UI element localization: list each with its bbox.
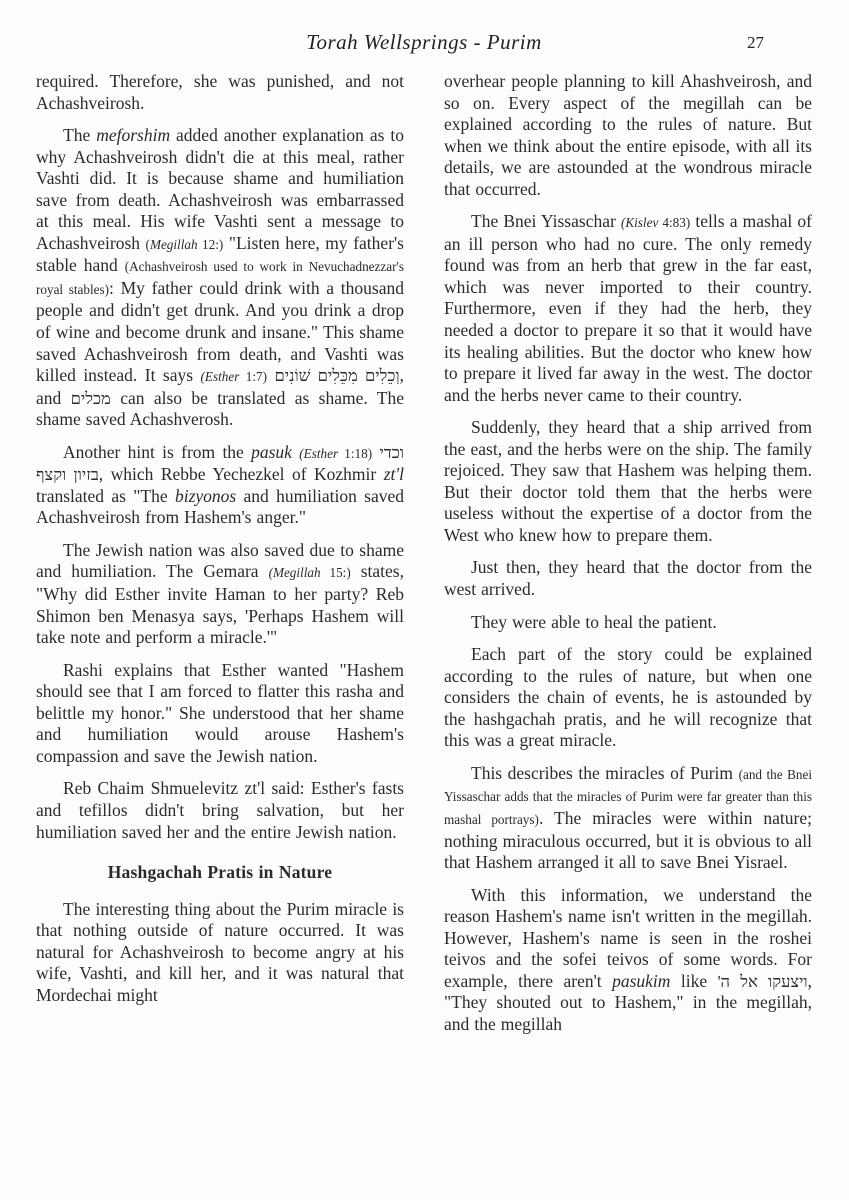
text-run: 12:) (197, 236, 224, 252)
text-run: The Bnei Yissaschar (471, 211, 621, 232)
text-run: They were able to heal the patient. (471, 611, 717, 632)
text-run: Suddenly, they heard that a ship arrived from the east, and the herbs were on the ship. The family rejoiced. They saw that Hashem was helping them. But their doctor told them that the herbs were useless without the expertise of a doctor from the West who knew how to prepare them. (444, 417, 812, 545)
text-run: tells a mashal of an ill person who had no cure. The only remedy found was from an herb that grew in the far east, which was never imported to their country. Furthermore, even if they had the herb, they needed a doctor to prepare it so that it would have its healing abilities. But the doctor who knew how to prepare it lived far away in the west. The doctor and the herbs never came to their country. (444, 211, 812, 405)
text-run: Hashgachah Pratis in Nature (107, 862, 333, 883)
text-run: like (670, 970, 718, 991)
text-run: , "They shouted out to Hashem," in the megillah, and the megillah (444, 970, 812, 1034)
text-run: Rashi explains that Esther wanted "Hashem should see that I am forced to flatter this rasha and belittle my honor." She understood that her shame and humiliation would arouse Hashem's compassion and save the Jewish nation. (36, 659, 404, 766)
text-run: . The miracles were within nature; nothing miraculous occurred, but it is obvious to all that Hashem arranged it all to save Bnei Yisrael. (444, 807, 812, 873)
text-run: Megillah (149, 236, 198, 252)
paragraph (444, 211, 812, 406)
text-run: bizyonos (174, 485, 237, 506)
paragraph (444, 557, 812, 600)
text-run: With this information, we understand the reason Hashem's name isn't written in the megillah. However, Hashem's name is seen in the roshei teivos and the sofei teivos of some words. For example, there aren't (444, 884, 812, 991)
text-run: (Megillah (268, 565, 321, 581)
text-run: can also be translated as shame. The shame saved Achashverosh. (36, 387, 404, 430)
text-run: This describes the miracles of Purim (471, 762, 739, 783)
text-run: "Listen here, my father's stable hand (36, 232, 404, 276)
text-run: (Kislev (620, 215, 659, 231)
text-run: Each part of the story could be explained according to the rules of nature, but when one considers the chain of events, he is astounded by the hashgachah pratis, and he will recognize that this was a great miracle. (444, 644, 812, 751)
left-column (36, 71, 404, 1172)
text-run: states, "Why did Esther invite Haman to her party? Reb Shimon ben Menasya says, 'Perhaps Hashem will take note and perform a miracle.'" (36, 561, 404, 648)
paragraph (444, 885, 812, 1036)
text-run: 1:7) (239, 369, 267, 385)
text-run: : My father could drink with a thousand people and didn't get drunk. And you drink a drop of wine and become drunk and insane." This shame saved Achashveirosh from death, and Vashti was killed instead. It says (36, 277, 404, 386)
section-heading (36, 862, 404, 884)
text-run: meforshim (96, 125, 171, 146)
paragraph (36, 125, 404, 431)
text-run: The (63, 125, 97, 146)
text-run: Just then, they heard that the doctor from the west arrived. (444, 557, 812, 600)
text-run: 1:18) (338, 445, 373, 461)
paragraph (36, 660, 404, 768)
text-run: 15:) (320, 565, 351, 581)
text-run: ( (145, 236, 150, 252)
paragraph (36, 899, 404, 1007)
text-run: (Esther (299, 445, 339, 461)
paragraph (36, 442, 404, 529)
text-run: translated as "The (36, 485, 175, 506)
text-run: Reb Chaim Shmuelevitz zt'l said: Esther's fasts and tefillos didn't bring salvation, but her humiliation saved her and the entire Jewish nation. (36, 778, 404, 842)
text-run: The interesting thing about the Purim miracle is that nothing outside of nature occurred. It was natural for Achashveirosh to become angry at his wife, Vashti, and kill her, and it was natural that Mordechai might (36, 898, 404, 1005)
paragraph (36, 540, 404, 649)
paragraph (36, 71, 404, 114)
paragraph (444, 644, 812, 752)
paragraph (444, 612, 812, 634)
text-run: zt'l (383, 464, 404, 485)
right-column (444, 71, 812, 1172)
text-run: , which Rebbe Yechezkel of Kozhmir (98, 464, 384, 485)
paragraph (444, 763, 812, 874)
page-number: 27 (747, 33, 764, 52)
text-run: required. Therefore, she was punished, and not Achashveirosh. (36, 71, 404, 113)
text-run: pasuk (251, 441, 292, 462)
text-run: pasukim (612, 970, 671, 991)
paragraph (444, 417, 812, 546)
text-run: (and the Bnei Yissaschar adds that the miracles of Purim were far greater than this mashal portrays) (444, 766, 812, 827)
text-run: and humiliation saved Achashveirosh from Hashem's anger." (36, 485, 404, 528)
text-run: Another hint is from the (63, 441, 252, 462)
text-run: (Achashveirosh used to work in Nevuchadnezzar's royal stables) (36, 259, 404, 297)
text-run: , and (36, 365, 404, 408)
page-title: Torah Wellsprings - Purim (306, 30, 542, 54)
text-run: (Esther (200, 369, 240, 385)
paragraph (36, 778, 404, 843)
hebrew-text: ויצעקו אל ה' (717, 971, 808, 991)
hebrew-text: וְכֵלִים מִכֵּלִים שׁוֹנִים (274, 366, 400, 386)
text-run: added another explanation as to why Achashveirosh didn't die at this meal, rather Vashti did. It is because shame and humiliation save from death. Achashveirosh was embarrassed at this meal. His wife Vashti sent a message to Achashveirosh (36, 125, 404, 253)
text-run: 4:83) (658, 215, 691, 231)
hebrew-text: מכלים (70, 388, 111, 408)
running-header (36, 30, 812, 60)
hebrew-text: וכדי בזיון וקצף (36, 442, 404, 485)
text-columns (36, 71, 812, 1172)
text-run: overhear people planning to kill Ahashveirosh, and so on. Every aspect of the megillah can be explained according to the rules of nature. But when we think about the entire episode, with all its details, we are astounded at the wondrous miracle that occurred. (444, 71, 812, 199)
text-run: The Jewish nation was also saved due to shame and humiliation. The Gemara (36, 539, 404, 582)
paragraph (444, 71, 812, 200)
